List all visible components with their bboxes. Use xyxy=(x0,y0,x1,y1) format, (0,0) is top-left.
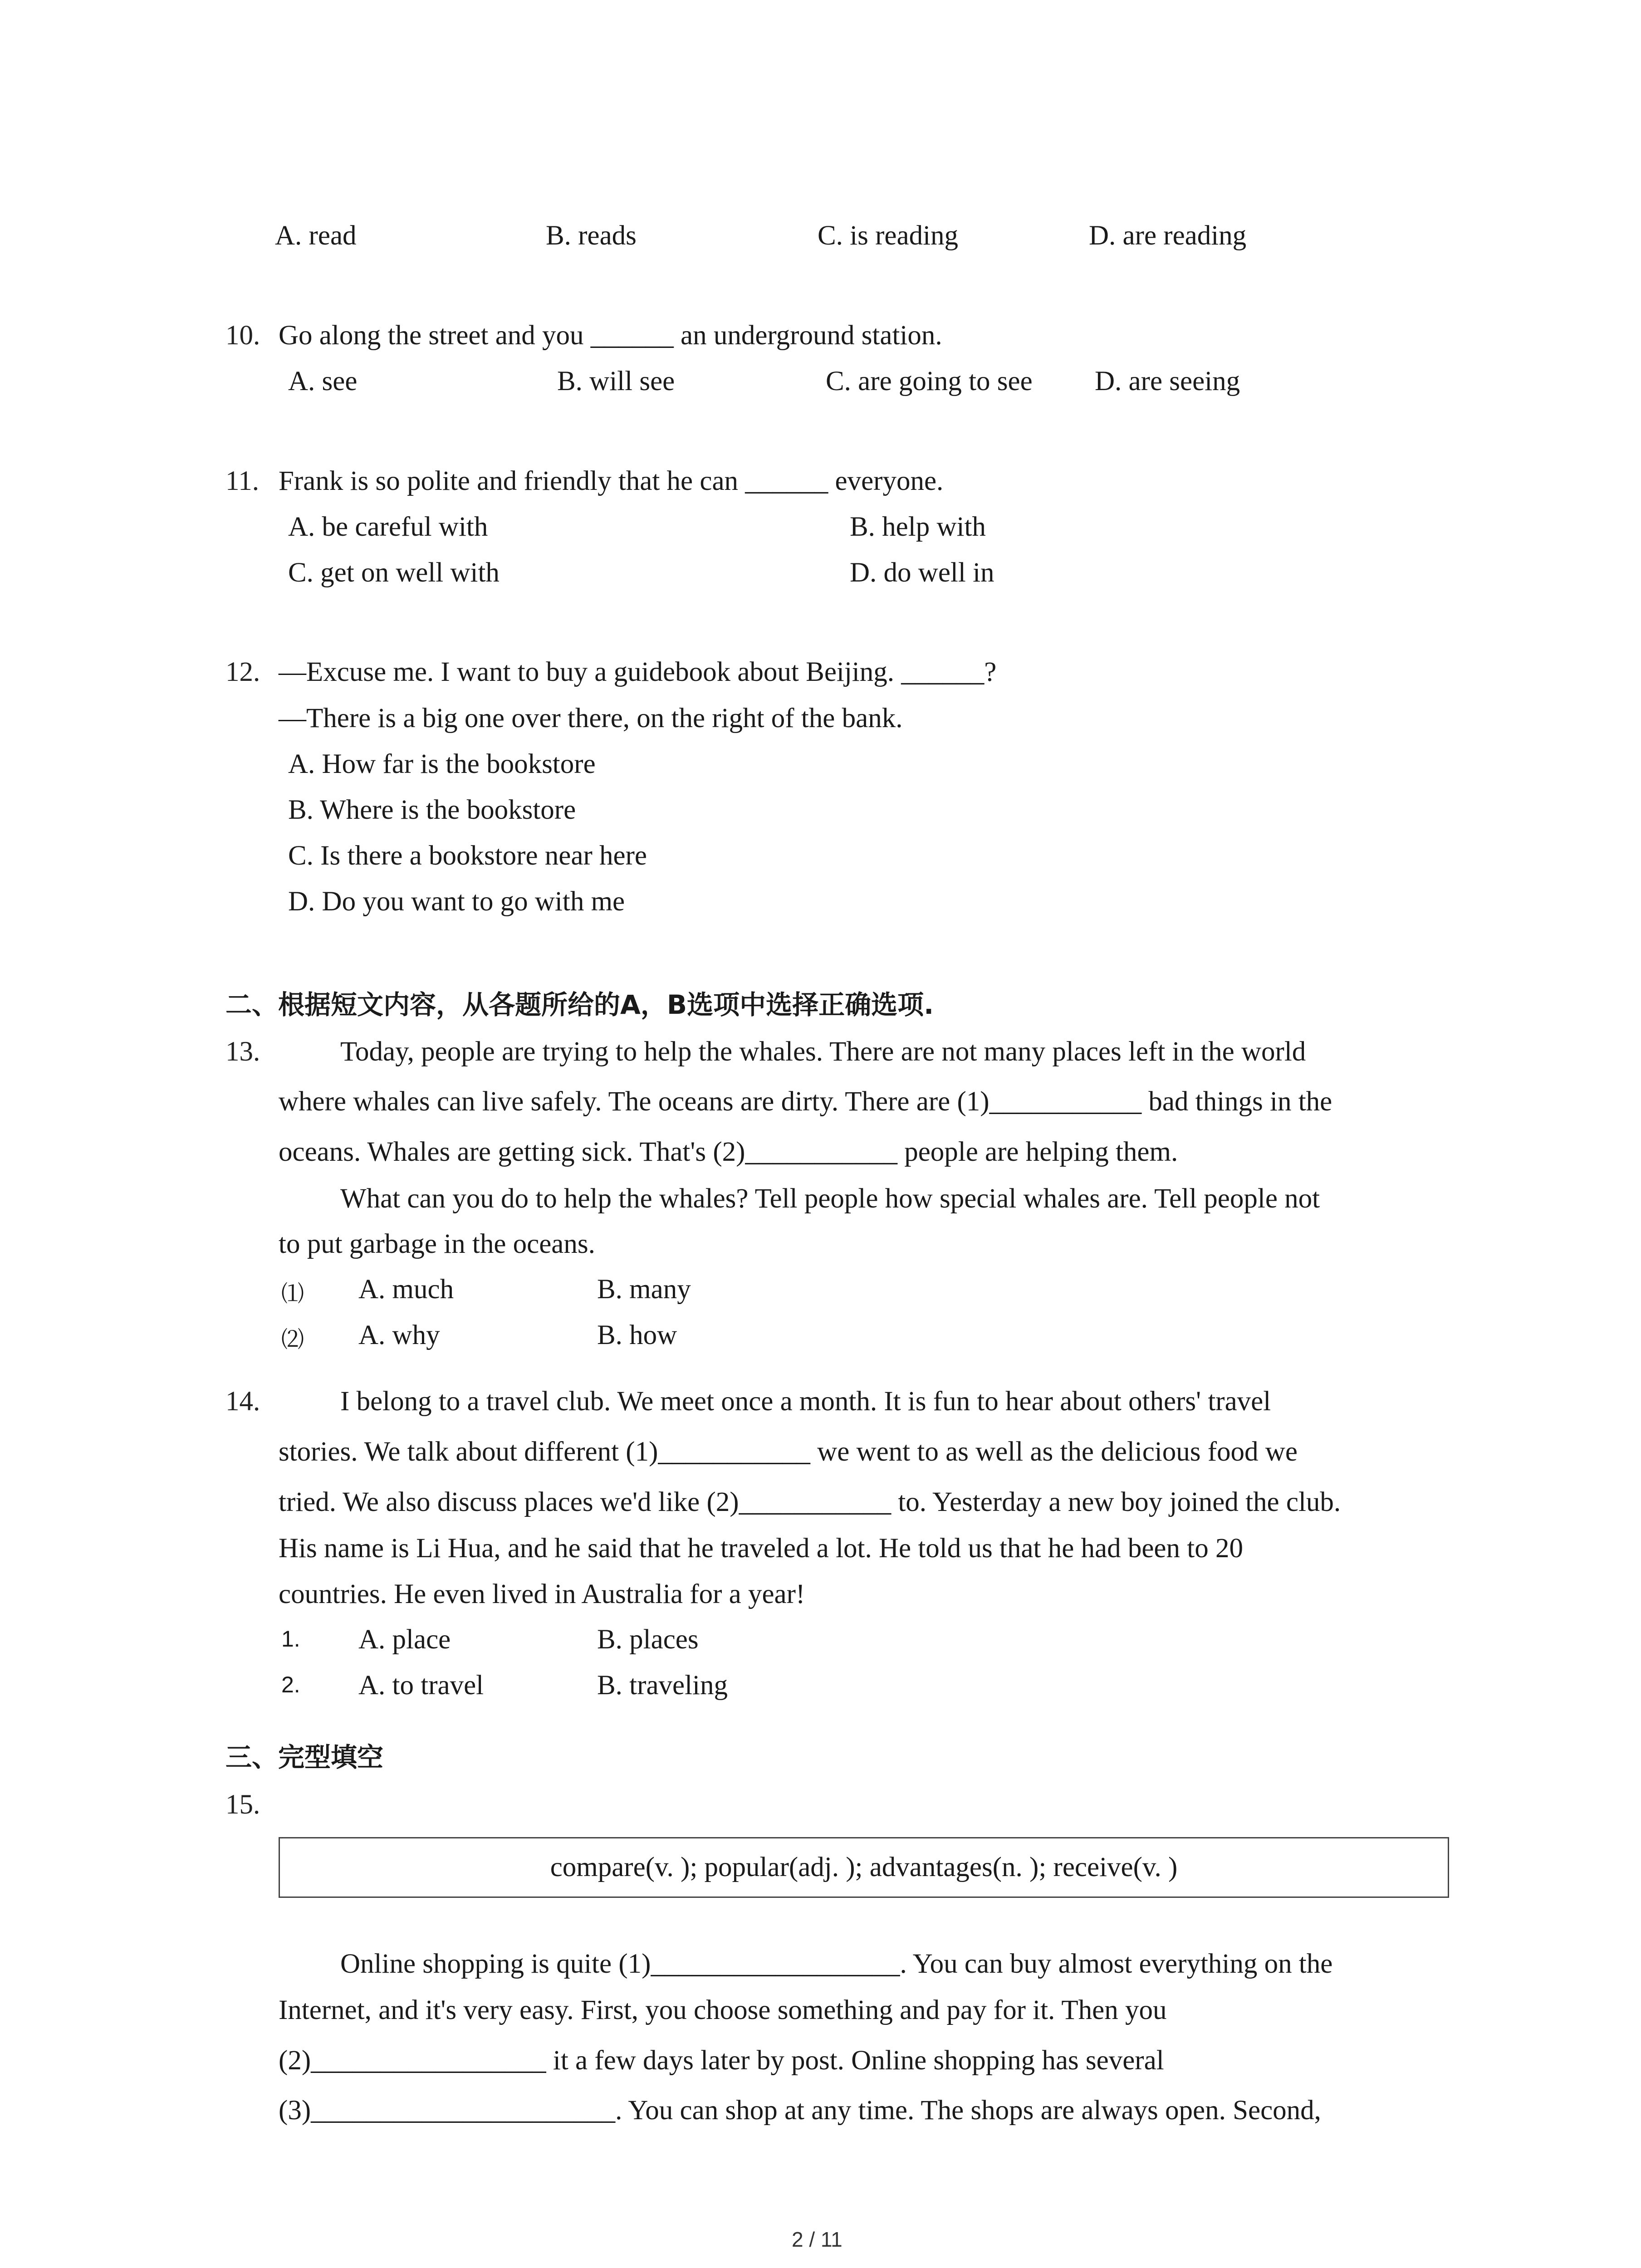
q9-option-b: B. reads xyxy=(546,220,637,251)
q12-option-a: A. How far is the bookstore xyxy=(288,749,596,779)
q13-passage-line-5: to put garbage in the oceans. xyxy=(279,1229,595,1259)
q13-passage-line-1: Today, people are trying to help the whales. There are not many places left in the world xyxy=(340,1036,1306,1067)
q12-option-c: C. Is there a bookstore near here xyxy=(288,841,647,871)
q14-sub-2-option-b: B. traveling xyxy=(597,1670,728,1701)
q14-sub-2-label: 2. xyxy=(281,1672,300,1697)
q14-passage-line-1: I belong to a travel club. We meet once a month. It is fun to hear about others' travel xyxy=(340,1386,1271,1417)
q14-passage-line-5: countries. He even lived in Australia for a year! xyxy=(279,1579,805,1609)
q9-option-d: D. are reading xyxy=(1089,220,1247,251)
q14-sub-2-option-a: A. to travel xyxy=(358,1670,484,1701)
page-number: 2 / 11 xyxy=(792,2228,843,2251)
q13-sub-1-label: ⑴ xyxy=(281,1281,304,1306)
q14-sub-1-option-a: A. place xyxy=(358,1624,451,1655)
q13-sub-2-option-b: B. how xyxy=(597,1320,677,1350)
q15-passage-line-2: Internet, and it's very easy. First, you choose something and pay for it. Then you xyxy=(279,1995,1167,2025)
q11-option-c: C. get on well with xyxy=(288,557,500,588)
q10-option-b: B. will see xyxy=(557,366,675,396)
q12-option-b: B. Where is the bookstore xyxy=(288,795,576,825)
section-2-heading: 二、根据短文内容，从各题所给的A，B选项中选择正确选项. xyxy=(225,989,934,1020)
q13-sub-2-label: ⑵ xyxy=(281,1327,304,1352)
q11-option-d: D. do well in xyxy=(850,557,994,588)
q11-option-a: A. be careful with xyxy=(288,512,488,542)
q12-option-d: D. Do you want to go with me xyxy=(288,886,625,917)
q13-number: 13. xyxy=(225,1036,260,1067)
q10-stem: Go along the street and you ______ an underground station. xyxy=(279,320,942,351)
q14-sub-1-label: 1. xyxy=(281,1626,300,1652)
word-bank-box xyxy=(279,1837,1449,1898)
q10-number: 10. xyxy=(225,320,260,351)
q13-passage-line-3: oceans. Whales are getting sick. That's (2)___________ people are helping them. xyxy=(279,1137,1178,1167)
word-bank-text: compare(v. ); popular(adj. ); advantages(n. ); receive(v. ) xyxy=(550,1852,1178,1882)
q10-option-d: D. are seeing xyxy=(1095,366,1240,396)
q10-option-c: C. are going to see xyxy=(826,366,1033,396)
q13-sub-1-option-a: A. much xyxy=(358,1274,454,1305)
q12-dialogue-line-2: —There is a big one over there, on the right of the bank. xyxy=(279,703,903,733)
q9-option-c: C. is reading xyxy=(818,220,959,251)
q13-sub-2-option-a: A. why xyxy=(358,1320,440,1350)
q14-passage-line-4: His name is Li Hua, and he said that he traveled a lot. He told us that he had been to 20 xyxy=(279,1533,1243,1564)
q11-stem: Frank is so polite and friendly that he can ______ everyone. xyxy=(279,466,944,496)
q15-passage-line-4: (3)______________________. You can shop at any time. The shops are always open. Second, xyxy=(279,2095,1321,2126)
q12-dialogue-line-1: —Excuse me. I want to buy a guidebook about Beijing. ______? xyxy=(279,657,997,687)
q15-passage-line-1: Online shopping is quite (1)__________________. You can buy almost everything on the xyxy=(340,1949,1333,1979)
q13-passage-line-4: What can you do to help the whales? Tell people how special whales are. Tell people not xyxy=(340,1183,1320,1214)
q14-passage-line-3: tried. We also discuss places we'd like (2)___________ to. Yesterday a new boy joined the club. xyxy=(279,1487,1341,1517)
q13-sub-1-option-b: B. many xyxy=(597,1274,691,1305)
q14-sub-1-option-b: B. places xyxy=(597,1624,699,1655)
section-3-heading: 三、完型填空 xyxy=(225,1742,384,1773)
q14-number: 14. xyxy=(225,1386,260,1417)
q10-option-a: A. see xyxy=(288,366,358,396)
q11-number: 11. xyxy=(225,466,259,496)
q12-number: 12. xyxy=(225,657,260,687)
q15-number: 15. xyxy=(225,1789,260,1820)
q9-option-a: A. read xyxy=(275,220,357,251)
q14-passage-line-2: stories. We talk about different (1)___________ we went to as well as the delicious food we xyxy=(279,1437,1298,1467)
q11-option-b: B. help with xyxy=(850,512,986,542)
q15-passage-line-3: (2)_________________ it a few days later by post. Online shopping has several xyxy=(279,2045,1164,2076)
q13-passage-line-2: where whales can live safely. The oceans are dirty. There are (1)___________ bad things in the xyxy=(279,1086,1332,1117)
